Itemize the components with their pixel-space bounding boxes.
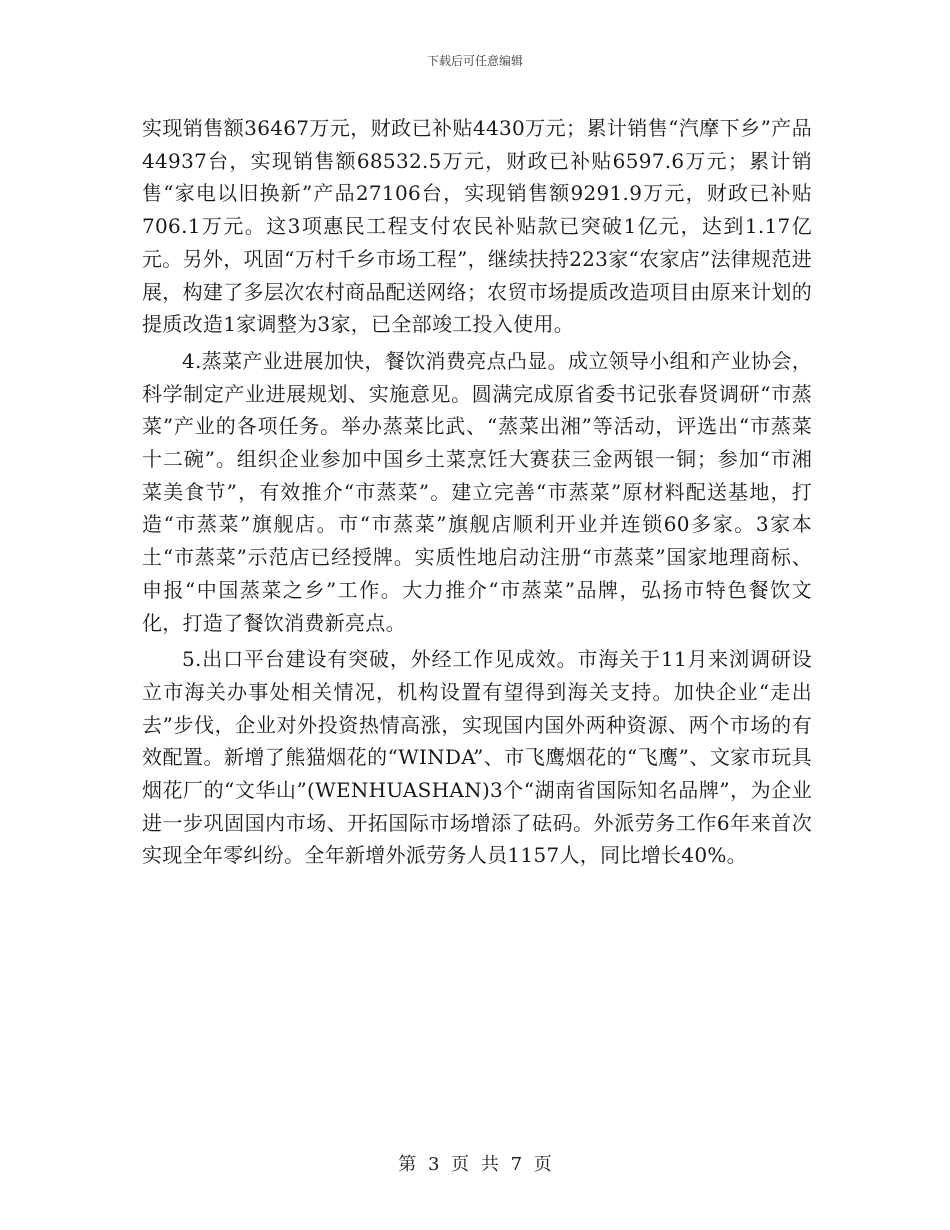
paragraph-continuation: 实现销售额36467万元，财政已补贴4430万元；累计销售“汽摩下乡”产品44937台，实现销售额68532.5万元，财政已补贴6597.6万元；累计销售“家电以旧换新”产品27106台，实现销售额9291.9万元，财政已补贴706.1万元。这3项惠民工程支付农民补贴款已突破1亿元，达到1.17亿元。另外，巩固“万村千乡市场工程”，继续扶持223家“农家店”法律规范进展，构建了多层次农村商品配送网络；农贸市场提质改造项目由原来计划的提质改造1家调整为3家，已全部竣工投入使用。 xyxy=(142,116,812,337)
document-body xyxy=(142,112,812,876)
page-header: 下载后可任意编辑 xyxy=(426,54,523,68)
page-number: 第 3 页 共 7 页 xyxy=(398,1154,552,1175)
paragraph-export-platform: 5.出口平台建设有突破，外经工作见成效。市海关于11月来浏调研设立市海关办事处相关情况，机构设置有望得到海关支持。加快企业“走出去”步伐，企业对外投资热情高涨，实现国内国外两种资源、两个市场的有效配置。新增了熊猫烟花的“WINDA”、市飞鹰烟花的“飞鹰”、文家市玩具烟花厂的“文华山”(WENHUASHAN)3个“湖南省国际知名品牌”，为企业进一步巩固国内市场、开拓国际市场增添了砝码。外派劳务工作6年来首次实现全年零纠纷。全年新增外派劳务人员1157人，同比增长40%。 xyxy=(142,647,812,868)
paragraph-steamed-dish-industry: 4.蒸菜产业进展加快，餐饮消费亮点凸显。成立领导小组和产业协会，科学制定产业进展规划、实施意见。圆满完成原省委书记张春贤调研“市蒸菜”产业的各项任务。举办蒸菜比武、“蒸菜出湘”等活动，评选出“市蒸菜十二碗”。组织企业参加中国乡土菜烹饪大赛获三金两银一铜；参加“市湘菜美食节”，有效推介“市蒸菜”。建立完善“市蒸菜”原材料配送基地，打造“市蒸菜”旗舰店。市“市蒸菜”旗舰店顺利开业并连锁60多家。3家本土“市蒸菜”示范店已经授牌。实质性地启动注册“市蒸菜”国家地理商标、申报“中国蒸菜之乡”工作。大力推介“市蒸菜”品牌，弘扬市特色餐饮文化，打造了餐饮消费新亮点。 xyxy=(142,348,812,635)
